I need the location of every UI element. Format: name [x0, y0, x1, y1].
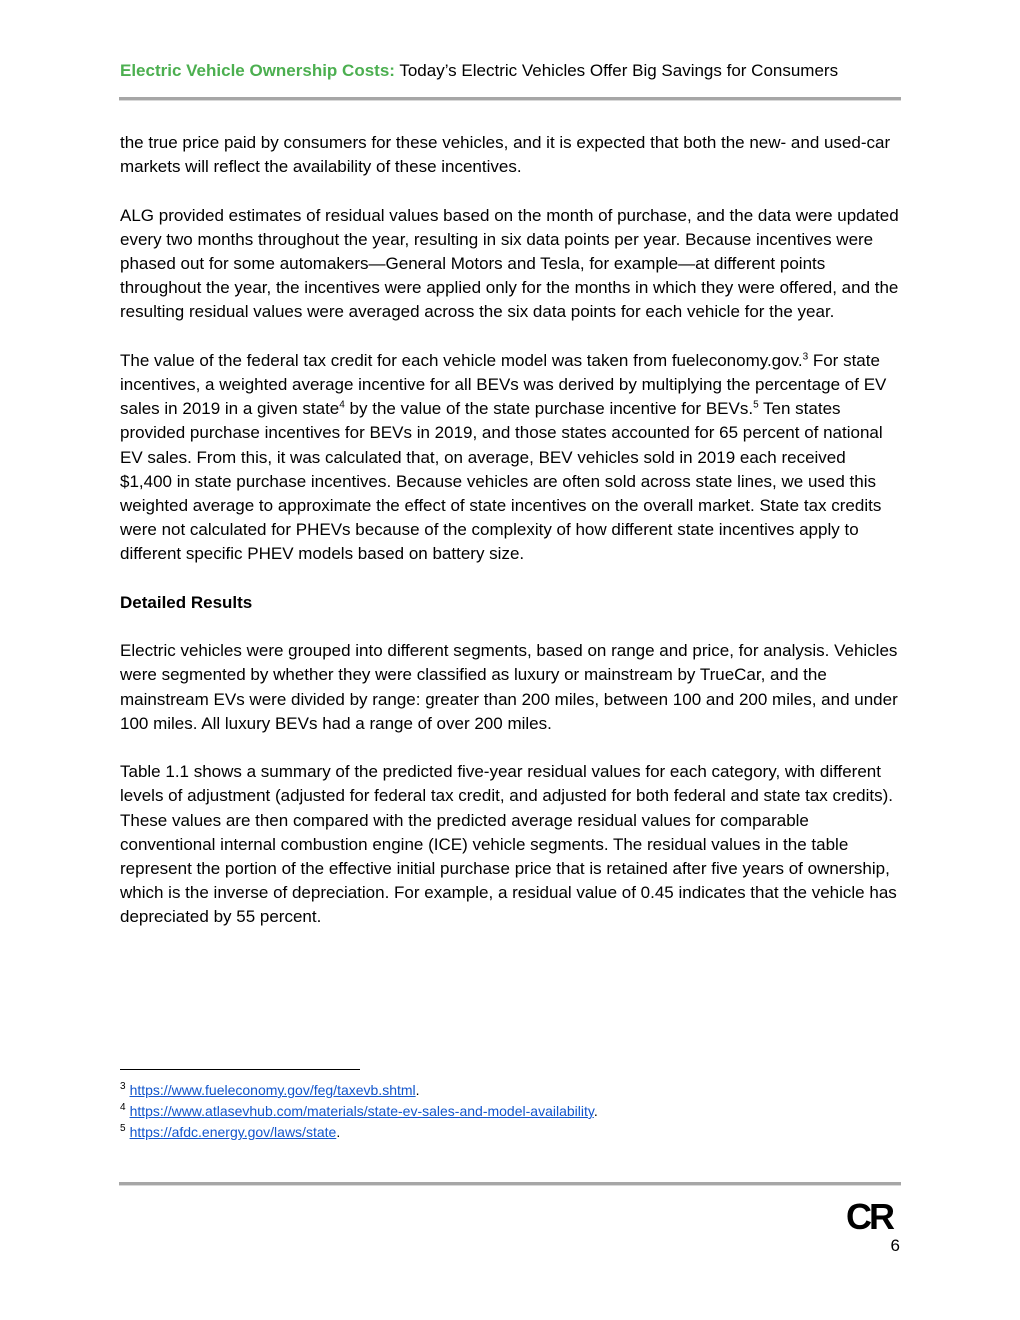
footnote-link[interactable]: https://afdc.energy.gov/laws/state: [129, 1124, 337, 1140]
paragraph-3: [120, 349, 902, 567]
footnote-item: $^5$ https://afdc.energy.gov/laws/state.: [120, 1123, 341, 1140]
paragraph-3-part-d: Ten states provided purchase incentives for BEVs in 2019, and those states accounted for 65 percent of national EV sales. From this, it was calculated that, on average, BEV vehicles sold in 2019 each received $1,400 in state purchase incentives. Because vehicles are often sold across state lines, we used this weighted average to approximate the effect of state incentives on the overall market. State tax credits were not calculated for PHEVs because of the complexity of how different state incentives apply to different specific PHEV models based on battery size.: [120, 399, 883, 564]
footnote-item: $^4$ https://www.atlasevhub.com/materials/state-ev-sales-and-model-availability.: [120, 1102, 598, 1119]
footnote-ref-5[interactable]: 5: [753, 399, 759, 411]
cr-logo: [846, 1198, 898, 1234]
page-number: 6: [890, 1236, 900, 1255]
paragraph-3-part-c: by the value of the state purchase incentive for BEVs.: [344, 399, 754, 419]
footnote-item: $^3$ https://www.fueleconomy.gov/feg/taxevb.shtml.: [120, 1081, 420, 1098]
paragraph-5: Table 1.1 shows a summary of the predicted five-year residual values for each category, with different levels of adjustment (adjusted for federal tax credit, and adjusted for both federal and state tax credits). These values are then compared with the predicted average residual values for comparable conventional internal combustion engine (ICE) vehicle segments. The residual values in the table represent the portion of the effective initial purchase price that is retained after five years of ownership, which is the inverse of depreciation. For example, a residual value of 0.45 indicates that the vehicle has depreciated by 55 percent.: [120, 762, 897, 927]
footnote-number: 5: [120, 1123, 126, 1135]
paragraph-4: Electric vehicles were grouped into different segments, based on range and price, for analysis. Vehicles were segmented by whether they were classified as luxury or mainstream by TrueCar, and the mainstream EVs were divided by range: greater than 200 miles, between 100 and 200 miles, and under 100 miles. All luxury BEVs had a range of over 200 miles.: [120, 641, 898, 733]
paragraph-1: the true price paid by consumers for these vehicles, and it is expected that both the new- and used-car markets will reflect the availability of these incentives.: [120, 133, 891, 177]
footnote-ref-4[interactable]: 4: [339, 399, 345, 411]
paragraph-2: ALG provided estimates of residual values based on the month of purchase, and the data were updated every two months throughout the year, resulting in six data points per year. Because incentives were phased out for some automakers—General Motors and Tesla, for example—at different points throughout the year, the incentives were applied only for the months in which they were offered, and the resulting residual values were averaged across the six data points for each vehicle for the year.: [120, 205, 899, 322]
footnote-ref-3[interactable]: 3: [802, 351, 809, 363]
paragraph-3-part-b: For state incentives, a weighted average incentive for all BEVs was derived by multiplying the percentage of EV sales in 2019 in a given state: [120, 350, 887, 419]
footer-divider: [119, 1182, 901, 1186]
header-report-title: Electric Vehicle Ownership Costs:: [120, 61, 395, 80]
footnote-link[interactable]: https://www.fueleconomy.gov/feg/taxevb.shtml: [129, 1082, 416, 1098]
header-divider: [119, 97, 901, 101]
footnote-number: 4: [120, 1102, 126, 1114]
footnote-separator: [120, 1069, 360, 1070]
body-content: [120, 131, 902, 954]
footnote-number: 3: [120, 1081, 126, 1093]
section-heading: Detailed Results: [120, 592, 253, 612]
paragraph-3-part-a: The value of the federal tax credit for each vehicle model was taken from fueleconomy.gov.: [120, 350, 803, 370]
footnotes: [120, 1080, 902, 1143]
cr-logo-text: CR: [846, 1198, 892, 1234]
footnote-link[interactable]: https://www.atlasevhub.com/materials/state-ev-sales-and-model-availability: [129, 1103, 594, 1119]
header-subtitle: Today’s Electric Vehicles Offer Big Savings for Consumers: [394, 61, 839, 80]
page-header: [120, 59, 901, 83]
